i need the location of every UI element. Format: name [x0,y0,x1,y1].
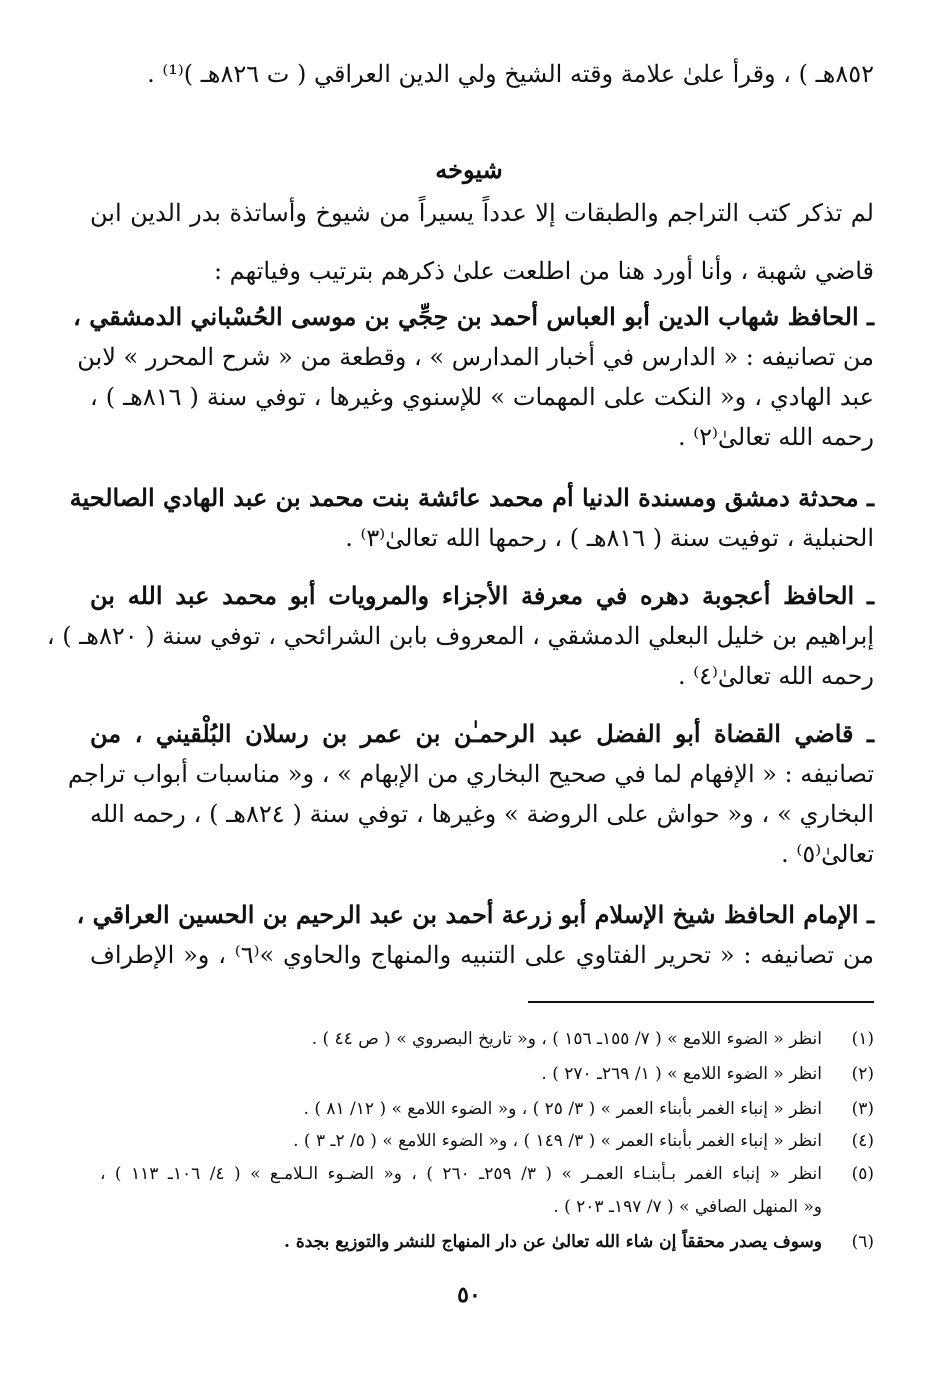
entry-line: البخاري » ، و« حواش على الروضة » وغيرها ، توفي سنة ( ٨٢٤هـ ) ، رحمه الله [90,800,874,828]
opening-paragraph [90,193,874,233]
paragraph-line: لم تذكر كتب التراجم والطبقات إلا عدداً يسيراً من شيوخ وأساتذة بدر الدين ابن [90,199,874,227]
footnote-number: (١) [851,1029,874,1049]
entry-line: عبد الهادي ، و« النكت على المهمات » للإسنوي وغيرها ، توفي سنة ( ٨١٦هـ ) ، [90,383,874,411]
footnote-text: انظر « إنباء الغمر بأبناء العمر » ( ٣/ ١٤٩ ) ، و« الضوء اللامع » ( ٥/ ٢ـ ٣ ) . [293,1131,822,1151]
entry-line: إبراهيم بن خليل البعلي الدمشقي ، المعروف بابن الشرائحي ، توفي سنة ( ٨٢٠هـ ) ، [46,622,874,650]
footnote-text: وسوف يصدر محققاً إن شاء الله تعالىٰ عن دار المنهاج للنشر والتوزيع بجدة . [284,1232,822,1252]
entry-last-line: رحمه الله تعالىٰ⁽٢⁾ . [677,423,874,451]
section-heading: شيوخه [435,155,503,184]
footnote-number: (٣) [851,1099,874,1119]
footnote-text: انظر « إنباء الغمر بأبناء العمر » ( ٣/ ٢٥ ) ، و« الضوء اللامع » ( ١٢/ ٨١ ) . [303,1099,822,1119]
page-number: ٥٠ [457,1282,481,1308]
entry-lead-line: ـ الحافظ أعجوبة دهره في معرفة الأجزاء والمرويات أبو محمد عبد الله بن [90,581,874,610]
footnote-number: (٦) [851,1232,874,1252]
paragraph-line: قاضي شهبة ، وأنا أورد هنا من اطلعت علىٰ ذكرهم بترتيب وفياتهم : [213,257,874,285]
entry-last-line: تعالىٰ⁽٥⁾ . [781,840,874,868]
entry-lead-line: ـ الحافظ شهاب الدين أبو العباس أحمد بن حِجِّي بن موسى الحُسْباني الدمشقي ، [73,302,874,331]
shaykh-entry [46,576,874,696]
shaykh-entry [69,478,874,558]
entry-last-line: الحنبلية ، توفيت سنة ( ٨١٦هـ ) ، رحمها الله تعالىٰ⁽٣⁾ . [345,524,874,552]
footnote-number: (٤) [851,1131,874,1151]
entry-line: تصانيفه : « الإفهام لما في صحيح البخاري من الإبهام » ، و« مناسبات أبواب تراجم [67,760,874,788]
footnote-separator [528,1001,874,1003]
entry-last-line: رحمه الله تعالىٰ⁽٤⁾ . [677,662,874,690]
footnote-text: انظر « الضوء اللامع » ( ٧/ ١٥٥ـ ١٥٦ ) ، و« تاريخ البصروي » ( ص ٤٤ ) . [311,1029,822,1049]
opening-paragraph-end [90,251,874,291]
entry-line: من تصانيفه : « تحرير الفتاوي على التنبيه والمنهاج والحاوي »⁽٦⁾ ، و« الإطراف [90,941,875,969]
entry-lead-line: ـ الإمام الحافظ شيخ الإسلام أبو زرعة أحمد بن عبد الرحيم بن الحسين العراقي ، [76,900,874,929]
shaykh-entry [67,714,874,874]
footnote-text: انظر « الضوء اللامع » ( ١/ ٢٦٩ـ ٢٧٠ ) . [541,1064,822,1084]
footnote-text: انظر « إنباء الغمر بـأبنـاء العمـر » ( ٣/ ٢٥٩ـ ٢٦٠ ) ، و« الضـوء الـلامـع » ( ٤/ ١٠٦ـ ١١٣ ) ، [100,1164,822,1184]
shaykh-entry [76,895,875,975]
entry-line: من تصانيفه : « الدارس في أخبار المدارس » ، وقطعة من « شرح المحرر » لابن [77,343,874,371]
footnote-number: (٥) [851,1164,874,1184]
footnote-text: و« المنهل الصافي » ( ٧/ ١٩٧ـ ٢٠٣ ) . [553,1197,822,1217]
entry-lead-line: ـ قاضي القضاة أبو الفضل عبد الرحمـٰن بن عمر بن رسلان البُلْقيني ، من [90,719,874,748]
entry-lead-line: ـ محدثة دمشق ومسندة الدنيا أم محمد عائشة بنت محمد بن عبد الهادي الصالحية [69,483,874,512]
continuation-line: ٨٥٢هـ ) ، وقرأ علىٰ علامة وقته الشيخ ولي الدين العراقي ( ت ٨٢٦هـ )⁽¹⁾ . [147,60,874,88]
footnote-number: (٢) [851,1064,874,1084]
shaykh-entry [73,297,874,457]
